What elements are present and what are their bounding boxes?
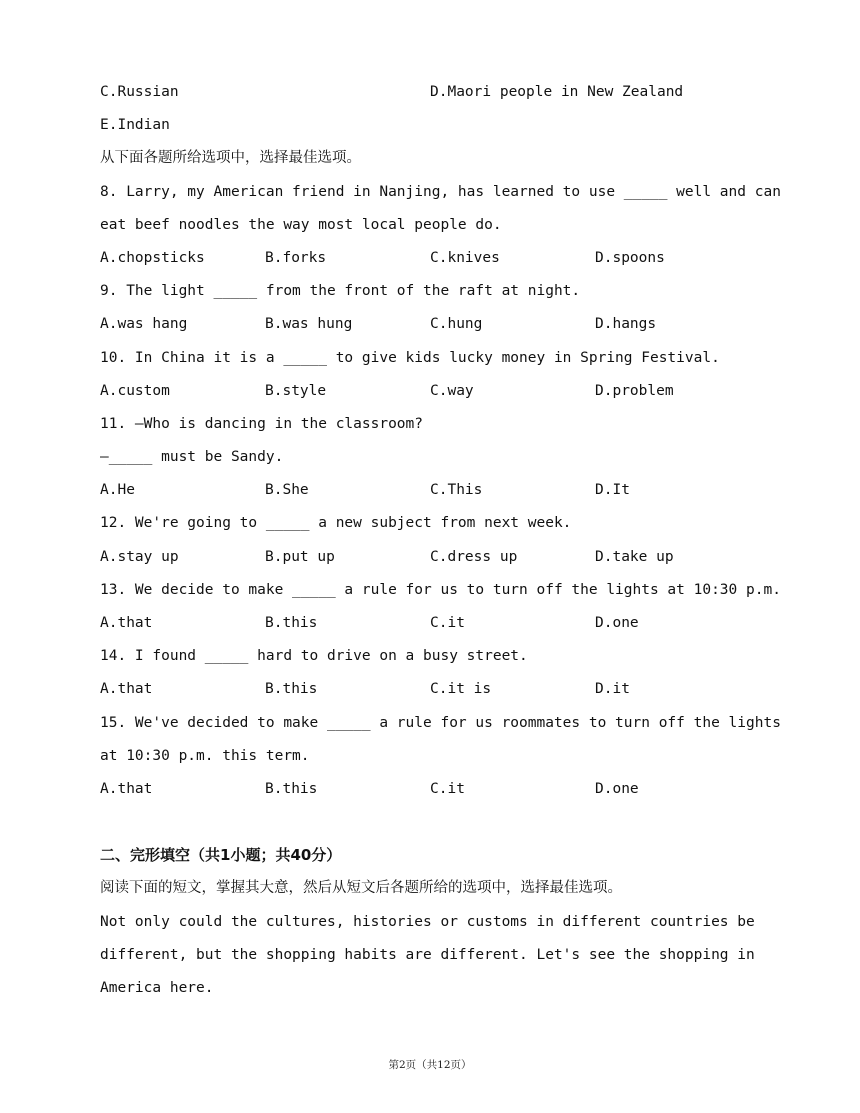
question-text: —_____ must be Sandy.	[100, 449, 284, 466]
question-text: at 10:30 p.m. this term.	[100, 747, 310, 764]
question-text: 10. In China it is a _____ to give kids lucky money in Spring Festival.	[100, 349, 720, 366]
question-14	[100, 640, 780, 706]
option-b: B.style	[265, 382, 327, 399]
option-d: D.spoons	[595, 249, 665, 266]
question-8	[100, 176, 780, 276]
option-c: C.hung	[430, 316, 483, 333]
options-row	[100, 673, 780, 706]
option-a: A.chopsticks	[100, 249, 205, 266]
options-row-top	[100, 76, 780, 109]
option-d: D.Maori people in New Zealand	[430, 84, 684, 100]
option-e: E.Indian	[100, 117, 170, 134]
question-text: 11. —Who is dancing in the classroom?	[100, 415, 424, 432]
option-d: D.problem	[595, 382, 674, 399]
option-b: B.put up	[265, 548, 335, 565]
question-9	[100, 275, 780, 341]
question-12	[100, 507, 780, 573]
passage-line: America here.	[100, 979, 214, 996]
option-b: B.was hung	[265, 316, 353, 333]
question-text: 12. We're going to _____ a new subject from next week.	[100, 515, 572, 532]
question-10	[100, 342, 780, 408]
option-a: A.stay up	[100, 548, 179, 565]
option-d: D.take up	[595, 548, 674, 565]
option-d: D.one	[595, 780, 639, 797]
question-text: 15. We've decided to make _____ a rule for us roommates to turn off the lights	[100, 714, 781, 731]
option-c: C.it	[430, 615, 465, 631]
question-text: 9. The light _____ from the front of the raft at night.	[100, 283, 581, 300]
options-row	[100, 308, 780, 341]
option-a: A.that	[100, 780, 153, 797]
option-d: D.it	[595, 681, 630, 698]
option-c: C.dress up	[430, 548, 518, 565]
question-text: eat beef noodles the way most local people do.	[100, 216, 502, 233]
section-spacer	[100, 806, 780, 839]
option-d: D.hangs	[595, 316, 657, 333]
option-a: A.He	[100, 482, 135, 499]
option-c: C.way	[430, 382, 474, 399]
options-row	[100, 242, 780, 275]
page-footer: 第2页（共12页）	[388, 1059, 472, 1071]
option-c: C.This	[430, 482, 483, 499]
options-row	[100, 474, 780, 507]
option-d: D.one	[595, 615, 639, 631]
option-a: A.that	[100, 681, 153, 698]
option-b: B.this	[265, 615, 318, 631]
option-d: D.It	[595, 482, 630, 499]
option-a: A.custom	[100, 382, 170, 399]
option-c: C.it	[430, 780, 465, 797]
option-b: B.forks	[265, 249, 327, 266]
question-13	[100, 574, 780, 640]
passage-line: Not only could the cultures, histories or customs in different countries be	[100, 913, 755, 930]
passage-line: different, but the shopping habits are different. Let's see the shopping in	[100, 946, 755, 963]
option-c: C.Russian	[100, 84, 179, 100]
option-b: B.this	[265, 780, 318, 797]
option-a: A.that	[100, 615, 153, 631]
options-row	[100, 773, 780, 806]
question-text: 14. I found _____ hard to drive on a busy street.	[100, 648, 528, 665]
instruction-1: 从下面各题所给选项中，选择最佳选项。	[100, 150, 361, 167]
question-15	[100, 707, 780, 807]
question-11	[100, 408, 780, 508]
option-c: C.knives	[430, 249, 500, 266]
option-b: B.She	[265, 482, 309, 499]
section-2-instruction: 阅读下面的短文，掌握其大意，然后从短文后各题所给的选项中，选择最佳选项。	[100, 880, 622, 897]
question-text: 13. We decide to make _____ a rule for us to turn off the lights at 10:30 p.m.	[100, 581, 781, 598]
options-row	[100, 607, 780, 640]
option-a: A.was hang	[100, 316, 188, 333]
page-content	[100, 76, 780, 1005]
options-row	[100, 375, 780, 408]
option-c: C.it is	[430, 681, 492, 698]
option-b: B.this	[265, 681, 318, 698]
section-2-title: 二、完形填空（共1小题；共40分）	[100, 846, 342, 865]
options-row	[100, 541, 780, 574]
question-text: 8. Larry, my American friend in Nanjing, has learned to use _____ well and can	[100, 183, 781, 200]
